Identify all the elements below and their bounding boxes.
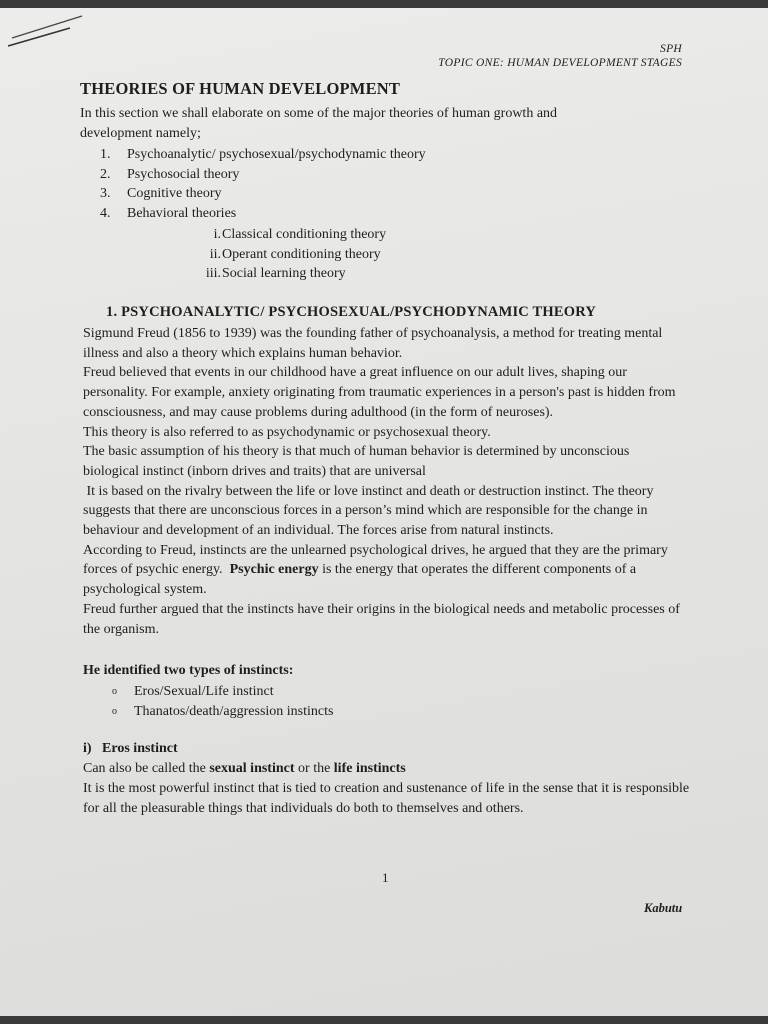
- document-page: [0, 8, 768, 1016]
- paragraph: [83, 759, 693, 779]
- theories-list: [100, 145, 426, 223]
- bold-term: Psychic energy: [229, 562, 319, 578]
- eros-heading: i) Eros instinct: [83, 741, 178, 756]
- header-code: SPH: [660, 43, 682, 55]
- bullet-item: [112, 702, 333, 722]
- paragraph-text: or the: [294, 761, 334, 776]
- list-item: [100, 165, 426, 185]
- eros-body: [83, 759, 693, 819]
- page-header: [438, 42, 682, 70]
- list-item: [100, 184, 426, 204]
- paragraph: [83, 541, 688, 600]
- sublist-item: [190, 245, 386, 265]
- behavioral-sublist: [190, 225, 386, 284]
- sublist-item-label: Classical conditioning theory: [222, 227, 387, 242]
- paragraph: It is the most powerful instinct that is tied to creation and sustenance of life in the sense that it is responsible for all the pleasurable things that individuals do both to themselves and others.: [83, 781, 690, 816]
- sublist-item-number: ii.: [209, 246, 221, 262]
- instincts-heading: He identified two types of instincts:: [83, 663, 294, 678]
- paragraph: Freud further argued that the instincts have their origins in the biological needs and metabolic processes of the organism.: [83, 601, 680, 637]
- section-heading: 1. PSYCHOANALYTIC/ PSYCHOSEXUAL/PSYCHODYNAMIC THEORY: [106, 304, 597, 320]
- header-topic: TOPIC ONE: HUMAN DEVELOPMENT STAGES: [438, 57, 682, 69]
- bold-term: life instincts: [333, 761, 406, 776]
- list-item: [100, 204, 426, 224]
- sublist-item-label: Social learning theory: [222, 266, 346, 281]
- paragraph-text: is the energy that operates the different components of a psychological system.: [83, 562, 637, 598]
- sublist-item: [190, 225, 386, 245]
- section-body: [83, 324, 688, 639]
- pen-mark: [0, 8, 90, 58]
- bullet-marker: o: [112, 686, 117, 697]
- list-item-number: 1.: [100, 147, 111, 162]
- paragraph: Sigmund Freud (1856 to 1939) was the founding father of psychoanalysis, a method for treating mental illness and also a theory which explains human behavior.: [83, 326, 663, 361]
- list-item-label: Psychosocial theory: [127, 166, 240, 182]
- author-name: Kabutu: [644, 901, 683, 915]
- sublist-item: [190, 264, 386, 284]
- paragraph-text: According to Freud, instincts are the unlearned psychological drives, he argued that they are the primary forces of psychic energy.: [83, 542, 672, 578]
- bullet-label: Eros/Sexual/Life instinct: [134, 684, 274, 699]
- list-item-label: Behavioral theories: [127, 205, 237, 221]
- paragraph: Freud believed that events in our childhood have a great influence on our adult lives, shaping our personality. For example, anxiety originating from traumatic experiences in a person's past is hidden from consciousness, and may cause problems during adulthood (in the form of neuroses).: [83, 365, 676, 420]
- list-item: [100, 145, 426, 165]
- list-item-label: Psychoanalytic/ psychosexual/psychodynamic theory: [127, 147, 426, 162]
- page-title: THEORIES OF HUMAN DEVELOPMENT: [80, 79, 401, 98]
- sublist-item-number: i.: [213, 227, 221, 242]
- bold-term: sexual instinct: [209, 761, 295, 776]
- list-item-number: 4.: [100, 205, 111, 221]
- list-item-label: Cognitive theory: [127, 186, 222, 201]
- list-item-number: 2.: [100, 166, 111, 182]
- paragraph-text: Can also be called the: [83, 761, 210, 776]
- sublist-item-label: Operant conditioning theory: [222, 246, 381, 262]
- bullet-marker: o: [112, 706, 117, 717]
- bullet-item: [112, 682, 333, 702]
- instincts-list: [112, 682, 333, 722]
- sublist-item-number: iii.: [205, 266, 221, 281]
- page-number: 1: [382, 870, 389, 885]
- list-item-number: 3.: [100, 186, 111, 201]
- intro-paragraph: In this section we shall elaborate on some of the major theories of human growth and development namely;: [80, 106, 558, 141]
- bullet-label: Thanatos/death/aggression instincts: [134, 704, 334, 719]
- paragraph: It is based on the rivalry between the life or love instinct and death or destruction instinct. The theory suggests that there are unconscious forces in a person’s mind which are responsible for the change in behaviour and development of an individual. The forces arise from natural instincts.: [83, 483, 657, 539]
- paragraph: The basic assumption of his theory is that much of human behavior is determined by unconscious biological instinct (inborn drives and traits) that are universal: [83, 444, 630, 479]
- paragraph: This theory is also referred to as psychodynamic or psychosexual theory.: [83, 424, 491, 440]
